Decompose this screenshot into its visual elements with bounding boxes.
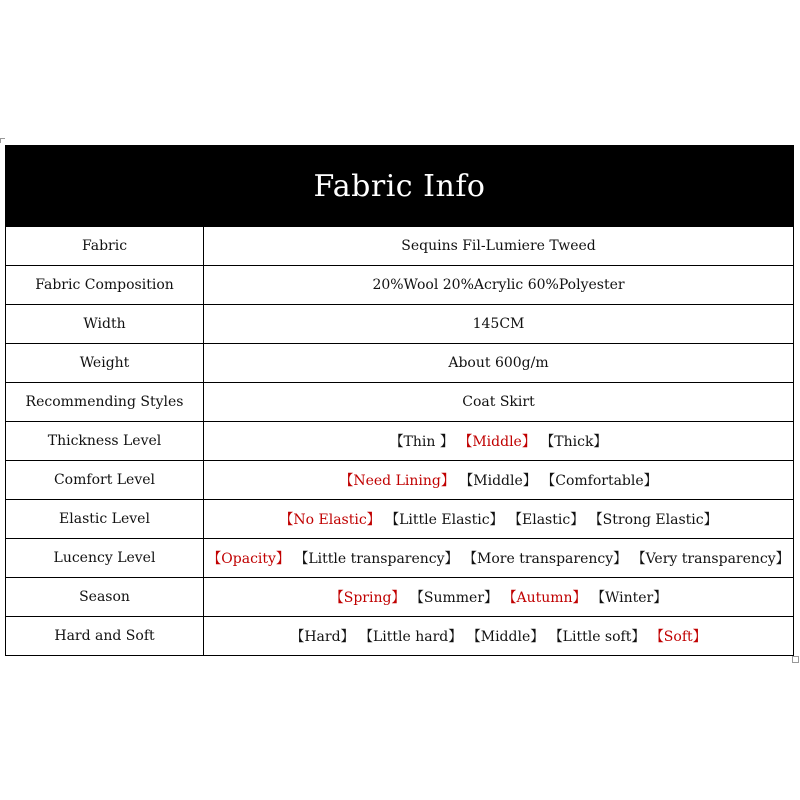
row-options-elastic-level	[204, 500, 794, 539]
row-label-elastic-level	[6, 500, 204, 539]
table-row	[6, 617, 794, 656]
row-options-lucency-level	[204, 539, 794, 578]
row-label-text: Elastic Level	[59, 511, 150, 527]
option-comfort-level-0: 【Need Lining】	[339, 473, 455, 489]
row-options-hard-and-soft	[204, 617, 794, 656]
option-lucency-level-1: 【Little transparency】	[294, 551, 459, 567]
row-options-comfort-level	[204, 461, 794, 500]
fabric-info-table	[5, 145, 794, 656]
corner-mark-bottom-right	[792, 656, 799, 663]
fabric-value-text: Sequins Fil-Lumiere Tweed	[401, 238, 596, 254]
row-label-text: Hard and Soft	[54, 628, 155, 644]
row-label-lucency-level	[6, 539, 204, 578]
option-hard-and-soft-1: 【Little hard】	[359, 629, 463, 645]
option-hard-and-soft-2: 【Middle】	[466, 629, 545, 645]
row-label-hard-and-soft	[6, 617, 204, 656]
table-row	[6, 305, 794, 344]
row-label-season	[6, 578, 204, 617]
option-season-3: 【Winter】	[591, 590, 668, 606]
corner-mark-top-left	[0, 138, 5, 143]
option-hard-and-soft-4: 【Soft】	[649, 629, 707, 645]
table-title: Fabric Info	[6, 146, 794, 227]
option-comfort-level-1: 【Middle】	[459, 473, 537, 489]
row-options-season	[204, 578, 794, 617]
option-season-1: 【Summer】	[409, 590, 499, 606]
table-row	[6, 500, 794, 539]
row-value-styles: Coat Skirt	[204, 383, 794, 422]
option-thickness-level-2: 【Thick】	[540, 434, 608, 450]
table-row	[6, 344, 794, 383]
option-elastic-level-1: 【Little Elastic】	[385, 512, 504, 528]
table-row	[6, 383, 794, 422]
option-comfort-level-2: 【Comfortable】	[541, 473, 658, 489]
option-lucency-level-2: 【More transparency】	[463, 551, 628, 567]
option-lucency-level-0: 【Opacity】	[207, 551, 290, 567]
row-label-text: Thickness Level	[47, 433, 162, 449]
table-row	[6, 578, 794, 617]
option-elastic-level-0: 【No Elastic】	[279, 512, 381, 528]
row-label-thickness-level	[6, 422, 204, 461]
option-hard-and-soft-0: 【Hard】	[290, 629, 355, 645]
row-value-width: 145CM	[204, 305, 794, 344]
option-season-2: 【Autumn】	[502, 590, 587, 606]
table-row	[6, 422, 794, 461]
option-elastic-level-2: 【Elastic】	[508, 512, 585, 528]
option-thickness-level-0: 【Thin 】	[389, 434, 454, 450]
option-hard-and-soft-3: 【Little soft】	[548, 629, 646, 645]
row-label-fabric: Fabric	[6, 227, 204, 266]
row-value-composition: 20%Wool 20%Acrylic 60%Polyester	[204, 266, 794, 305]
table-row	[6, 539, 794, 578]
option-thickness-level-1: 【Middle】	[458, 434, 536, 450]
option-lucency-level-3: 【Very transparency】	[631, 551, 790, 567]
row-label-styles: Recommending Styles	[6, 383, 204, 422]
row-label-text: Comfort Level	[53, 472, 156, 488]
table-row	[6, 227, 794, 266]
row-label-composition: Fabric Composition	[6, 266, 204, 305]
option-season-0: 【Spring】	[329, 590, 406, 606]
table-row	[6, 461, 794, 500]
row-label-weight: Weight	[6, 344, 204, 383]
row-value-fabric	[204, 227, 794, 266]
row-label-text: Season	[79, 589, 130, 605]
option-elastic-level-3: 【Strong Elastic】	[588, 512, 718, 528]
row-label-text: Lucency Level	[53, 550, 156, 566]
row-value-weight: About 600g/m	[204, 344, 794, 383]
row-label-width: Width	[6, 305, 204, 344]
row-label-comfort-level	[6, 461, 204, 500]
row-options-thickness-level	[204, 422, 794, 461]
table-row	[6, 266, 794, 305]
